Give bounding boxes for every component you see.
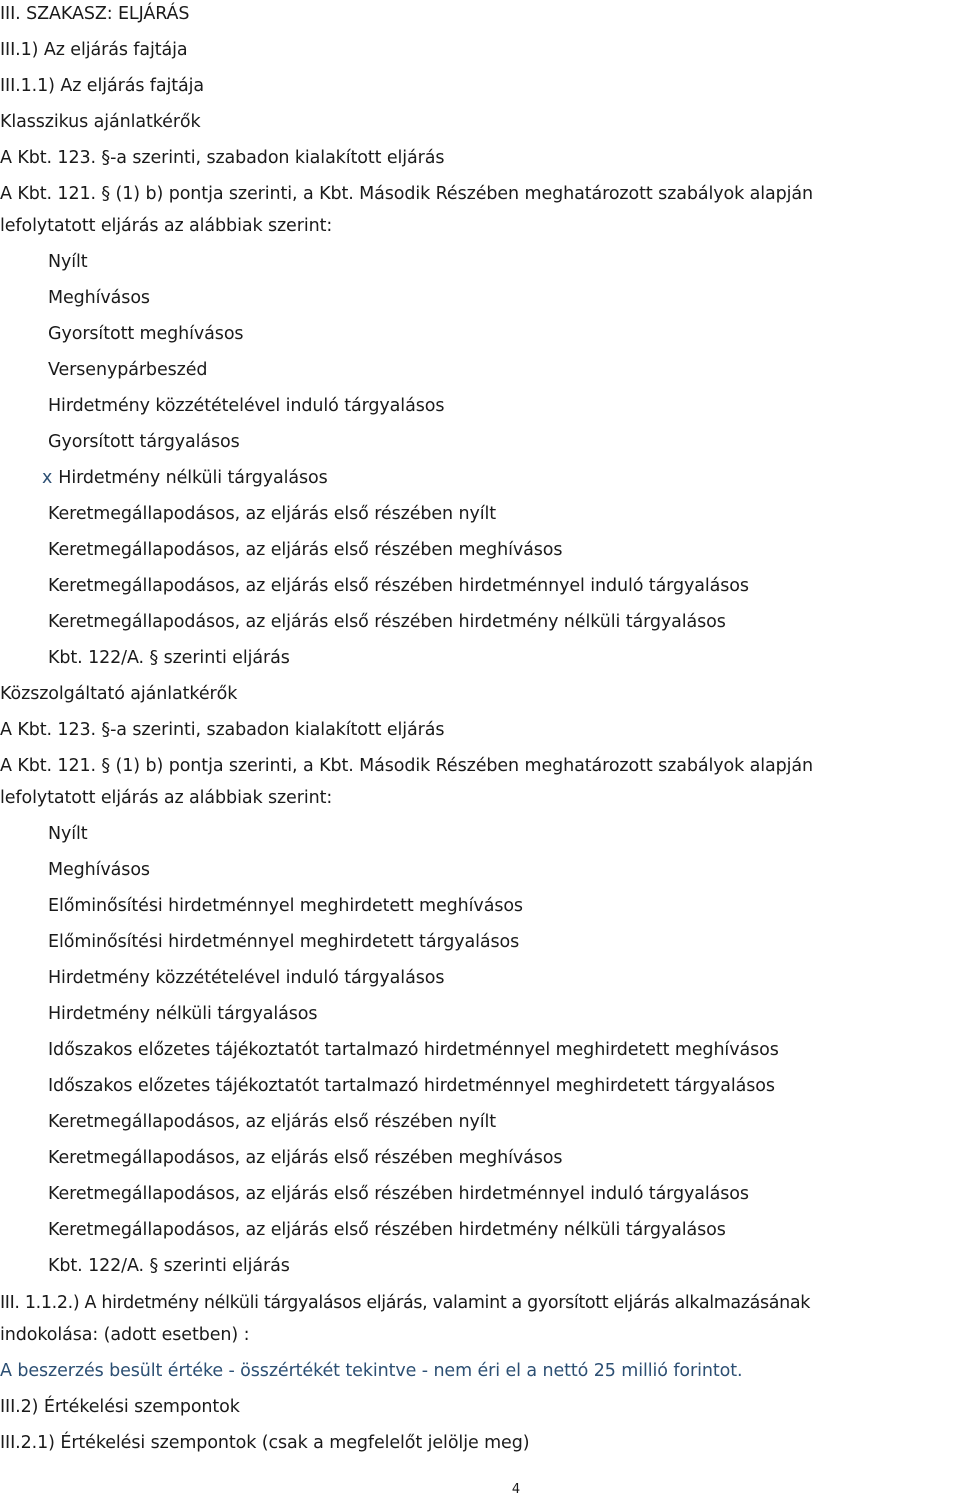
evaluation-heading: III.2) Értékelési szempontok <box>0 1397 240 1417</box>
classic-option: Meghívásos <box>48 288 150 308</box>
selected-mark: x <box>42 468 53 488</box>
subsection-heading: III.1.1) Az eljárás fajtája <box>0 76 205 96</box>
utility-option: Keretmegállapodásos, az eljárás első részében hirdetmény nélküli tárgyalásos <box>48 1220 726 1240</box>
utility-line-121-cont: lefolytatott eljárás az alábbiak szerint: <box>0 788 333 808</box>
classic-option: Gyorsított tárgyalásos <box>48 432 240 452</box>
utility-title: Közszolgáltató ajánlatkérők <box>0 684 238 704</box>
utility-line-123: A Kbt. 123. §-a szerinti, szabadon kialakított eljárás <box>0 720 445 740</box>
justification-heading-cont: indokolása: (adott esetben) : <box>0 1325 250 1345</box>
utility-option: Keretmegállapodásos, az eljárás első részében nyílt <box>48 1112 497 1132</box>
classic-line-123: A Kbt. 123. §-a szerinti, szabadon kialakított eljárás <box>0 148 445 168</box>
classic-option: Keretmegállapodásos, az eljárás első részében hirdetmény nélküli tárgyalásos <box>48 612 726 632</box>
classic-option: Nyílt <box>48 252 88 272</box>
classic-option-selected <box>42 467 328 489</box>
classic-option: Versenypárbeszéd <box>48 360 208 380</box>
justification-answer: A beszerzés besült értéke - összértékét tekintve - nem éri el a nettó 25 millió forintot. <box>0 1361 743 1381</box>
utility-option: Előminősítési hirdetménnyel meghirdetett tárgyalásos <box>48 932 520 952</box>
classic-option: Kbt. 122/A. § szerinti eljárás <box>48 648 290 668</box>
classic-option: Hirdetmény közzétételével induló tárgyalásos <box>48 396 445 416</box>
utility-line-121: A Kbt. 121. § (1) b) pontja szerinti, a Kbt. Második Részében meghatározott szabályok alapján <box>0 756 813 776</box>
classic-option: Keretmegállapodásos, az eljárás első részében meghívásos <box>48 540 563 560</box>
classic-line-121-cont: lefolytatott eljárás az alábbiak szerint: <box>0 216 333 236</box>
classic-option-label: Hirdetmény nélküli tárgyalásos <box>58 468 328 488</box>
utility-option: Hirdetmény nélküli tárgyalásos <box>48 1004 318 1024</box>
classic-option: Keretmegállapodásos, az eljárás első részében hirdetménnyel induló tárgyalásos <box>48 576 749 596</box>
subsection-heading: III.1) Az eljárás fajtája <box>0 40 188 60</box>
page-number: 4 <box>511 1482 521 1497</box>
utility-option: Időszakos előzetes tájékoztatót tartalmazó hirdetménnyel meghirdetett tárgyalásos <box>48 1076 775 1096</box>
classic-option: Gyorsított meghívásos <box>48 324 244 344</box>
evaluation-subheading: III.2.1) Értékelési szempontok (csak a megfelelőt jelölje meg) <box>0 1433 530 1453</box>
classic-line-121: A Kbt. 121. § (1) b) pontja szerinti, a Kbt. Második Részében meghatározott szabályok alapján <box>0 184 813 204</box>
utility-option: Keretmegállapodásos, az eljárás első részében hirdetménnyel induló tárgyalásos <box>48 1184 749 1204</box>
utility-option: Előminősítési hirdetménnyel meghirdetett meghívásos <box>48 896 523 916</box>
classic-option: Keretmegállapodásos, az eljárás első részében nyílt <box>48 504 497 524</box>
classic-title: Klasszikus ajánlatkérők <box>0 112 201 132</box>
utility-option: Hirdetmény közzétételével induló tárgyalásos <box>48 968 445 988</box>
section-heading: III. SZAKASZ: ELJÁRÁS <box>0 4 190 24</box>
utility-option: Időszakos előzetes tájékoztatót tartalmazó hirdetménnyel meghirdetett meghívásos <box>48 1040 779 1060</box>
utility-option: Kbt. 122/A. § szerinti eljárás <box>48 1256 290 1276</box>
justification-heading: III. 1.1.2.) A hirdetmény nélküli tárgyalásos eljárás, valamint a gyorsított eljárás alkalmazásának <box>0 1293 811 1313</box>
utility-option: Meghívásos <box>48 860 150 880</box>
utility-option: Nyílt <box>48 824 88 844</box>
utility-option: Keretmegállapodásos, az eljárás első részében meghívásos <box>48 1148 563 1168</box>
